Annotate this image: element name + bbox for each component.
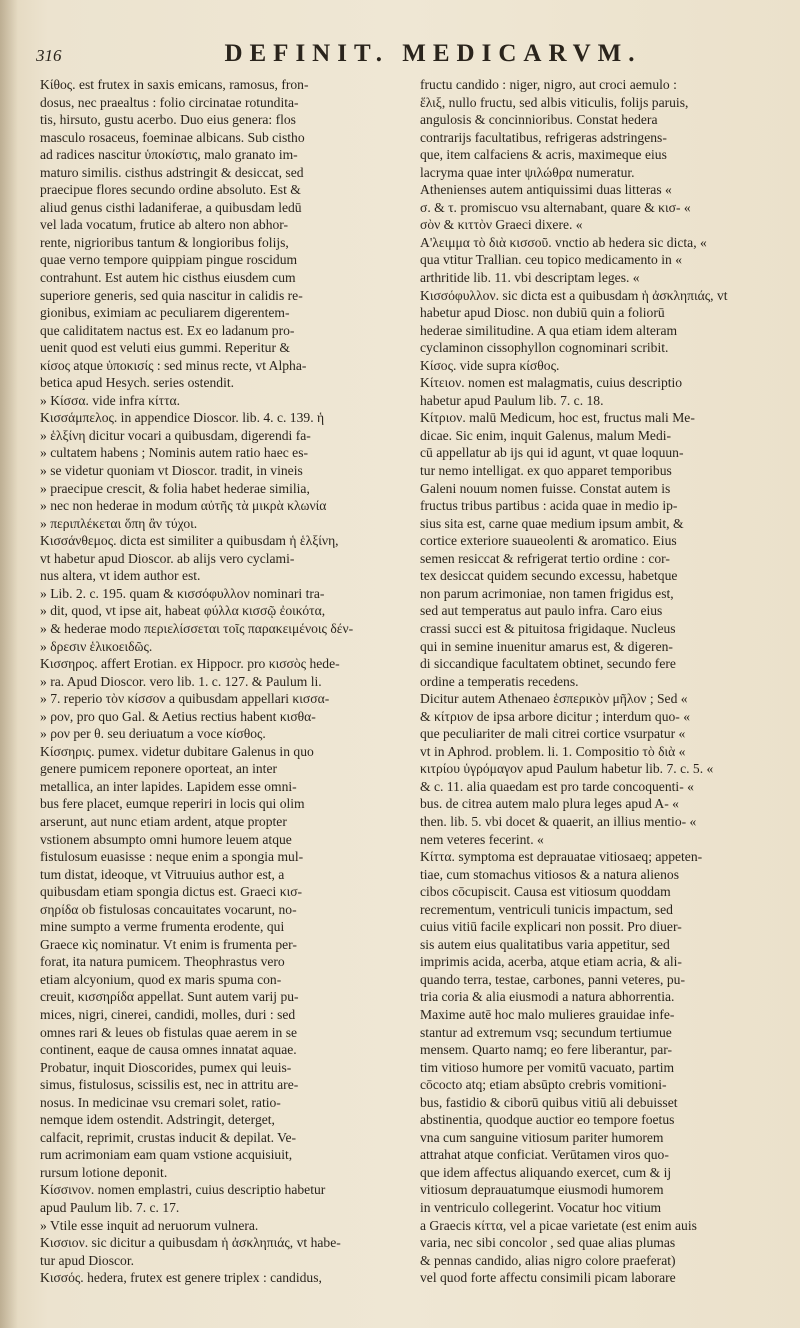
text-line: nemque idem ostendit. Adstringit, deterget,	[40, 1112, 275, 1128]
text-line: σ. & τ. promiscuo vsu alternabant, quare & κισ- «	[420, 199, 691, 215]
text-line: betica apud Hesych. series ostendit.	[40, 375, 235, 391]
text-line: imprimis acida, acerba, atque etiam acria, & ali-	[420, 954, 682, 970]
text-line: Maxime autē hoc malo mulieres grauidae infe-	[420, 1006, 675, 1022]
text-line: quibusdam etiam spongia dictus est. Graeci κισ-	[40, 884, 303, 900]
text-line: Α'λειμμα τὸ διὰ κισσοῦ. vnctio ab hedera sic dicta, «	[420, 234, 707, 250]
text-line: bus. de citrea autem malo plura leges apud A- «	[420, 796, 679, 812]
text-line: apud Paulum lib. 7. c. 17.	[40, 1200, 180, 1215]
text-line: nosus. In medicinae vsu cremari solet, ratio-	[40, 1094, 281, 1110]
binding-shadow	[0, 0, 18, 1328]
text-line: arthritide lib. 11. vbi descriptam leges. «	[420, 270, 640, 286]
text-line: metallica, an inter lapides. Lapidem esse omni-	[40, 778, 297, 794]
text-line: nus altera, vt idem author est.	[40, 568, 201, 584]
text-line: mices, nigri, cinerei, candidi, molles, duri : sed	[40, 1006, 296, 1022]
text-line: cuius vitiū facile explicari non possit. Pro diuer-	[420, 919, 682, 935]
text-line: que idem affectus aliquando exercet, cum & ij	[420, 1164, 672, 1180]
text-line: » ρον per θ. seu deriuatum a voce κίσθος.	[40, 726, 266, 742]
text-line: continent, eaque de causa omnes innatat aquae.	[40, 1042, 297, 1058]
text-line: κίσος atque ὑποκισίς : sed minus recte, vt Alpha-	[40, 357, 307, 373]
text-line: habetur apud Diosc. non dubiū quin a foliorū	[420, 305, 665, 321]
text-line: masculo rosaceus, foeminae albicans. Sub cistho	[40, 129, 305, 145]
text-line: etiam alcyonium, quod ex maris spuma con-	[40, 971, 282, 987]
text-line: superiore generis, sed quia nascitur in calidis re-	[40, 287, 303, 303]
text-line: sius sita est, carne quae medium ipsum ambit, &	[420, 515, 684, 531]
text-line: rente, nigrioribus tantum & longioribus folijs,	[40, 234, 289, 250]
text-line: uenit quod est veluti eius gummi. Reperitur &	[40, 340, 290, 356]
text-line: tis, hirsuto, gustu acerbo. Duo eius genera: flos	[40, 112, 296, 128]
text-line: vt in Aphrod. problem. li. 1. Compositio τὸ διὰ «	[420, 743, 686, 759]
text-line: qui in semine inuenitur amarus est, & digeren-	[420, 638, 673, 654]
text-line: σὸν & κιττὸν Graeci dixere. «	[420, 217, 583, 233]
text-line: crassi succi est & pituitosa frigidaque. Nucleus	[420, 620, 676, 636]
text-line: creuit, κισσηρίδα appellat. Sunt autem varij pu-	[40, 989, 299, 1005]
text-line: » cultatem habens ; Nominis autem ratio haec es-	[40, 445, 309, 461]
running-title: DEFINIT. MEDICARVM.	[224, 40, 642, 67]
text-line: bus fere placet, eumque reperiri in locis qui olim	[40, 796, 305, 812]
text-line: Κισσιον. sic dicitur a quibusdam ἡ ἀσκληπιάς, vt habe-	[40, 1235, 341, 1251]
text-line: » Κίσσα. vide infra κίττα.	[40, 392, 181, 408]
text-line: ad radices nascitur ὑποκίστις, malo granato im-	[40, 147, 298, 163]
text-line: » ρον, pro quo Gal. & Aetius rectius habent κισθα-	[40, 708, 316, 724]
text-line: tria coria & alia eiusmodi a natura abhorrentia.	[420, 989, 675, 1005]
left-column	[40, 76, 390, 1306]
text-line: gionibus, eximiam ac peculiarem digerentem-	[40, 305, 290, 321]
text-line: habetur apud Paulum lib. 7. c. 18.	[420, 392, 604, 408]
text-line: cortice exteriore suaueolenti & aromatico. Eius	[420, 533, 677, 549]
text-line: que, item calfaciens & acris, maximeque eius	[420, 147, 667, 163]
text-line: dicae. Sic enim, inquit Galenus, malum Medi-	[420, 427, 672, 443]
text-line: » nec non hederae in modum αὐτῆς τὰ μικρὰ κλωνία	[40, 498, 327, 514]
text-line: varia, nec sibi concolor , sed quae alias plumas	[420, 1235, 676, 1251]
text-line: non parum acrimoniae, non tamen frigidus est,	[420, 585, 674, 601]
text-line: contrarijs facultatibus, refrigeras adstringens-	[420, 129, 667, 145]
text-line: Κίτριον. malū Medicum, hoc est, fructus mali Me-	[420, 410, 695, 426]
text-line: vna cum sanguine vitiosum pariter humorem	[420, 1129, 664, 1145]
text-line: & c. 11. alia quaedam est pro tarde concoquenti- «	[420, 778, 694, 794]
text-line: & pennas candido, alias nigro colore praeferat)	[420, 1252, 676, 1268]
text-line: mine sumpto a verme frumenta erodente, qui	[40, 919, 285, 935]
text-line: Κισσός. hedera, frutex est genere triplex : candidus,	[40, 1270, 322, 1286]
text-line: » & hederae modo περιελίσσεται τοῖς παρακειμένοις δέν-	[40, 620, 354, 636]
text-line: fructus tribus partibus : acida quae in medio ip-	[420, 498, 678, 514]
text-line: semen resiccat & refrigerat tertio ordine : cor-	[420, 550, 670, 566]
text-line: tim vitioso humore per vomitū vacuato, partim	[420, 1059, 675, 1075]
text-line: cibos cōcupiscit. Causa est vitiosum quoddam	[420, 884, 671, 900]
text-line: tum distat, ideoque, vt Vitruuius author est, a	[40, 866, 285, 882]
text-line: attrahat atque conficiat. Verūtamen viros quo-	[420, 1147, 669, 1163]
text-line: » Lib. 2. c. 195. quam & κισσόφυλλον nominari tra-	[40, 585, 325, 601]
text-line: angulosis & concinnioribus. Constat hedera	[420, 112, 658, 128]
text-line: & κίτριον de ipsa arbore dicitur ; interdum quo- «	[420, 708, 691, 724]
text-line: vel lada vocatum, frutice ab altero non abhor-	[40, 217, 289, 233]
text-line: bus, fastidio & ciborū quibus vitiū ali debuisset	[420, 1094, 678, 1110]
text-line: Athenienses autem antiquissimi duas litteras «	[420, 182, 672, 198]
text-line: nem veteres fecerint. «	[420, 831, 544, 847]
text-line: cōcocto atq; etiam absūpto crebris vomitioni-	[420, 1077, 667, 1093]
text-line: » se videtur quoniam vt Dioscor. tradit, in vineis	[40, 463, 303, 479]
text-line: omnes rari & leues ob fistulas quae aerem in se	[40, 1024, 298, 1040]
text-line: » 7. reperio τὸν κίσσον a quibusdam appellari κισσα-	[40, 691, 330, 707]
text-line: Graece κὶς nominatur. Vt enim is frumenta per-	[40, 936, 297, 952]
right-column	[420, 76, 776, 1306]
text-line: praecipue flores secundo ordine absoluto. Est &	[40, 182, 301, 198]
text-line: fructu candido : niger, nigro, aut croci aemulo :	[420, 77, 677, 92]
text-line: cū appellatur ab ijs qui id agunt, vt quae loquun-	[420, 445, 684, 461]
text-line: genere pumicem reponere oporteat, an inter	[40, 761, 278, 777]
text-line: simus, fistulosus, scissilis est, nec in attritu are-	[40, 1077, 299, 1093]
text-line: stantur ad extremum vsq; secundum tertiumue	[420, 1024, 672, 1040]
text-line: vitiosum deprauatumque eiusmodi humorem	[420, 1182, 664, 1198]
text-line: » ἑλξίνη dicitur vocari a quibusdam, digerendi fa-	[40, 427, 311, 443]
page-header	[36, 40, 770, 74]
text-line: ἕλιξ, nullo fructu, sed albis viticulis, folijs paruis,	[420, 94, 689, 110]
text-line: contrahunt. Est autem hic cisthus eiusdem cum	[40, 270, 296, 286]
text-line: tex desiccat quidem secundo excessu, habetque	[420, 568, 678, 584]
text-line: ordine a temperatis recedens.	[420, 673, 579, 689]
text-line: » ra. Apud Dioscor. vero lib. 1. c. 127. & Paulum li.	[40, 673, 322, 689]
text-line: Κίσσηρις. pumex. videtur dubitare Galenus in quo	[40, 743, 314, 759]
text-line: sis autem eius qualitatibus varia appetitur, sed	[420, 936, 670, 952]
text-line: Κισσόφυλλον. sic dicta est a quibusdam ἡ ἀσκληπιάς, vt	[420, 287, 728, 303]
text-line: in ventriculo collegerint. Vocatur hoc vitium	[420, 1200, 662, 1215]
text-line: abstinentia, quodque auctior eo tempore foetus	[420, 1112, 675, 1128]
text-line: sed aut temperatus aut paulo infra. Caro eius	[420, 603, 663, 619]
text-line: Κισσάνθεμος. dicta est similiter a quibusdam ἡ ἑλξίνη,	[40, 533, 339, 549]
text-line: qua vtitur Trallian. ceu topico medicamento in «	[420, 252, 683, 268]
text-line: tur apud Dioscor.	[40, 1252, 135, 1268]
text-line: Κίττα. symptoma est deprauatae vitiosaeq; appeten-	[420, 849, 703, 865]
text-line: Κίσσινον. nomen emplastri, cuius descriptio habetur	[40, 1182, 326, 1198]
text-line: arserunt, aut nunc etiam ardent, atque propter	[40, 813, 287, 829]
text-line: tiae, cum stomachus vitiosos & a natura alienos	[420, 866, 679, 882]
text-line: aliud genus cisthi ladaniferae, a quibusdam ledū	[40, 199, 302, 215]
text-line: κιτρίου ὑγρόμαγον apud Paulum habetur lib. 7. c. 5. «	[420, 761, 714, 777]
text-line: maturo similis. cisthus adstringit & desiccat, sed	[40, 164, 304, 180]
text-line: dosus, nec praealtus : folio circinatae rotundita-	[40, 94, 299, 110]
text-line: calfacit, reprimit, crustas inducit & depilat. Ve-	[40, 1129, 297, 1145]
text-line: Κίσος. vide supra κίσθος.	[420, 357, 560, 373]
text-line: lacryma quae inter ψιλώθρα numeratur.	[420, 164, 635, 180]
text-line: fistulosum euasisse : neque enim a spongia mul-	[40, 849, 304, 865]
text-line: rursum lotione deponit.	[40, 1164, 168, 1180]
text-line: then. lib. 5. vbi docet & quaerit, an illius mentio- «	[420, 813, 697, 829]
text-line: di siccandique facultatem obtinet, secundo fere	[420, 656, 676, 672]
page-number: 316	[36, 46, 62, 65]
text-line: Κισσηρος. affert Erotian. ex Hippocr. pro κισσὸς hede-	[40, 656, 340, 672]
text-line: » dit, quod, vt ipse ait, habeat φύλλα κισσῷ ἐοικότα,	[40, 603, 326, 619]
text-line: Galeni nouum nomen fuisse. Constat autem is	[420, 480, 671, 496]
text-line: Dicitur autem Athenaeo ἑσπερικὸν μῆλον ; Sed «	[420, 691, 688, 707]
text-line: rum acrimoniam eam quam vstione acquisiuit,	[40, 1147, 293, 1163]
text-line: quando terra, testae, carbones, panni veteres, pu-	[420, 971, 685, 987]
text-line: forat, ita natura pumicem. Theophrastus vero	[40, 954, 285, 970]
text-line: » δρεσιν ἑλικοειδῶς.	[40, 638, 153, 654]
text-line: » Vtile esse inquit ad neruorum vulnera.	[40, 1217, 259, 1233]
text-line: σηρίδα ob fistulosas concauitates vocarunt, no-	[40, 901, 297, 917]
text-line: Probatur, inquit Dioscorides, pumex qui leuis-	[40, 1059, 292, 1075]
text-line: que caliditatem nactus est. Ex eo ladanum pro-	[40, 322, 295, 338]
text-line: tur nemo intelligat. ex quo apparet temporibus	[420, 463, 672, 479]
text-line: » praecipue crescit, & folia habet hederae similia,	[40, 480, 310, 496]
text-line: vstionem absumpto omni humore leuem atque	[40, 831, 292, 847]
text-line: quae verno tempore quippiam pingue roscidum	[40, 252, 298, 268]
text-line: cyclaminon cissophyllon cognominari scribit.	[420, 340, 669, 356]
text-line: vt habetur apud Dioscor. ab alijs vero cyclami-	[40, 550, 295, 566]
text-line: a Graecis κίττα, vel a picae varietate (est enim auis	[420, 1217, 697, 1233]
text-line: recrementum, ventriculi tunicis impactum, sed	[420, 901, 673, 917]
text-line: que peculiariter de mali citrei cortice vsurpatur «	[420, 726, 686, 742]
text-line: hederae similitudine. A qua etiam idem alteram	[420, 322, 678, 338]
text-line: Κίτειον. nomen est malagmatis, cuius descriptio	[420, 375, 683, 391]
text-line: mensem. Quarto namq; eo fere liberantur, par-	[420, 1042, 673, 1058]
text-line: vel quod forte affectu consimili picam laborare	[420, 1270, 676, 1286]
text-line: Κίθος. est frutex in saxis emicans, ramosus, fron-	[40, 77, 309, 92]
text-line: Κισσάμπελος. in appendice Dioscor. lib. 4. c. 139. ἡ	[40, 410, 325, 426]
text-line: » περιπλέκεται ὅπη ἂν τύχοι.	[40, 515, 198, 531]
